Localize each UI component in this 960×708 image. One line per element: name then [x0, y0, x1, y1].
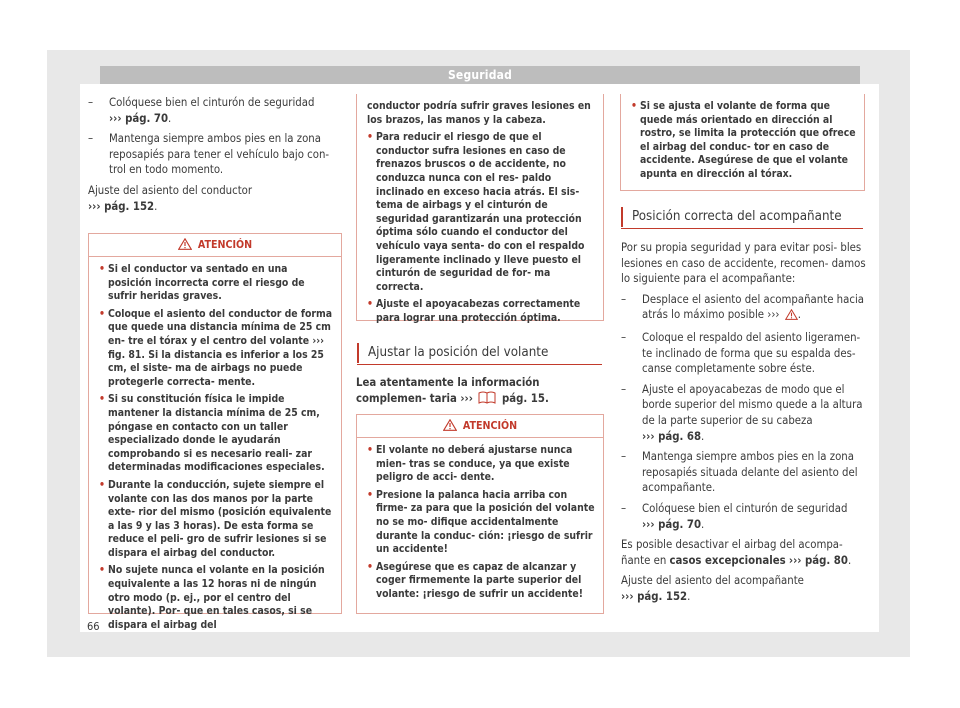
- warning-bullet: • Durante la conducción, sujete siempre el volante con las dos manos por la parte exte- rior del mismo (posición equivalente a las 9 y las 3 horas). De esta forma se reduce el peli- gro de sufrir lesiones si se dispara el airbag del conductor.: [99, 479, 333, 561]
- page-reference[interactable]: ››› pág. 80: [788, 553, 848, 567]
- warning-bullet: • Coloque el asiento del conductor de forma que quede una distancia mínima de 25 cm en- tre el tórax y el centro del volante ››› fig. 81. Si la distancia es inferior a los 25 cm, el siste- ma de airbags no puede protegerle correcta- mente.: [99, 308, 333, 390]
- warning-box-continued: [356, 94, 604, 324]
- list-item: – Ajuste el apoyacabezas de modo que el borde superior del mismo quede a la altura de la parte superior de su cabeza ››› pág. 68.: [621, 382, 871, 444]
- book-icon: [478, 391, 496, 409]
- section-underline: [621, 228, 863, 229]
- paragraph: Por su propia seguridad y para evitar posi- bles lesiones en caso de accidente, recomen- damos lo siguiente para el acompañante:: [621, 241, 866, 286]
- column-right: [621, 240, 871, 609]
- page-header: Seguridad: [100, 66, 860, 84]
- page-reference[interactable]: pág. 15.: [502, 391, 549, 405]
- paragraph: Ajuste del asiento del conductor ››› pág. 152.: [88, 183, 253, 213]
- warning-bullet: • Presione la palanca hacia arriba con firme- za para que la posición del volante no se mo- difique accidentalmente durante la conduc- ción: ¡riesgo de sufrir un accidente!: [367, 489, 595, 557]
- page-reference[interactable]: ››› pág. 152: [88, 199, 155, 213]
- warning-bullet: • Si el conductor va sentado en una posición incorrecta corre el riesgo de sufrir heridas graves.: [99, 263, 333, 304]
- paragraph: Es posible desactivar el airbag del acompa- ñante en casos excepcionales ››› pág. 80.: [621, 538, 852, 567]
- section-title-acompanante: Posición correcta del acompañante: [621, 207, 842, 227]
- warning-bullet: • Si su constitución física le impide mantener la distancia mínima de 25 cm, póngase en contacto con un taller especializado donde le ayudarán comprobando si es necesario reali- zar determinadas modificaciones especiales.: [99, 393, 333, 475]
- warning-bullet: • No sujete nunca el volante en la posición equivalente a las 12 horas ni de ningún otro modo (p. ej., por el centro del volante). Por- que en tales casos, si se dispara el airbag del: [99, 564, 333, 632]
- warning-triangle-icon: [443, 417, 457, 439]
- list-item: – Coloque el respaldo del asiento ligeramen- te inclinado de forma que su espalda des- canse completamente sobre éste.: [621, 330, 871, 377]
- warning-header: ATENCIÓN: [357, 415, 603, 438]
- list-item: – Colóquese bien el cinturón de seguridad ››› pág. 70.: [621, 501, 871, 532]
- warning-bullet: • Si se ajusta el volante de forma que quede más orientado en dirección al rostro, se limita la protección que ofrece el airbag del conduc- tor en caso de accidente. Asegúrese de que el volante apunta en dirección al tórax.: [631, 100, 856, 182]
- warning-triangle-icon: [178, 236, 192, 258]
- section-underline: [357, 364, 602, 365]
- warning-continuation: conductor podría sufrir graves lesiones en los brazos, las manos y la cabeza.: [367, 100, 591, 126]
- section-title-volante: Ajustar la posición del volante: [357, 343, 548, 363]
- warning-bullet: • Para reducir el riesgo de que el conductor sufra lesiones en caso de frenazos bruscos o de accidente, no conduzca nunca con el res- paldo inclinado en exceso hacia atrás. El sis- tema de airbags y el cinturón de seguridad garantizarán una protección óptima sólo cuando el conductor del vehículo vaya senta- do con el respaldo ligeramente inclinado y lleve puesto el cinturón de seguridad de for- ma correcta.: [367, 131, 595, 294]
- warning-header: ATENCIÓN: [89, 234, 341, 257]
- warning-bullet: • Ajuste el apoyacabezas correctamente para lograr una protección óptima.: [367, 298, 595, 325]
- list-item: – Mantenga siempre ambos pies en la zona reposapiés para tener el vehículo bajo con- trol en todo momento.: [88, 131, 338, 178]
- page-reference[interactable]: ››› pág. 152: [621, 589, 688, 603]
- warning-bullet: • Asegúrese que es capaz de alcanzar y coger firmemente la parte superior del volante: ¡riesgo de sufrir un accidente!: [367, 561, 595, 602]
- list-item: – Mantenga siempre ambos pies en la zona reposapiés situada delante del asiento del acompañante.: [621, 449, 871, 496]
- warning-triangle-icon: [785, 309, 798, 325]
- warning-bullet: • El volante no deberá ajustarse nunca mien- tras se conduce, ya que existe peligro de acci- dente.: [367, 444, 595, 485]
- volante-intro: Lea atentamente la información complemen- taria ››› pág. 15.: [356, 375, 606, 408]
- page-reference[interactable]: ››› pág. 70: [109, 111, 169, 125]
- list-item: – Colóquese bien el cinturón de seguridad ››› pág. 70.: [88, 95, 338, 126]
- warning-box-continued: [620, 94, 865, 191]
- page-reference[interactable]: ››› pág. 68: [642, 429, 702, 443]
- warning-box: [356, 414, 604, 614]
- column-left: [88, 95, 338, 219]
- paragraph: Ajuste del asiento del acompañante ››› pág. 152.: [621, 574, 804, 603]
- list-item: – Desplace el asiento del acompañante hacia atrás lo máximo posible ››› .: [621, 292, 871, 325]
- page-reference[interactable]: ››› pág. 70: [642, 517, 702, 531]
- page-number: 66: [87, 620, 100, 633]
